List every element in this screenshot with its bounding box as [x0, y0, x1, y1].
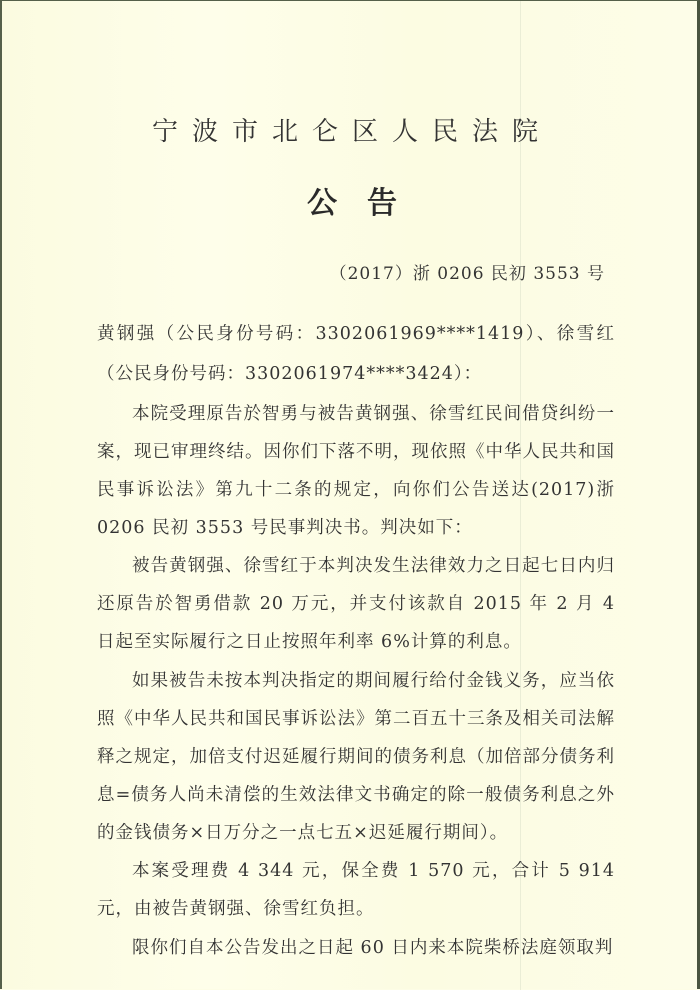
- case-number: （2017）浙 0206 民初 3553 号: [329, 264, 605, 284]
- addressee-block: [97, 314, 615, 394]
- paragraph-case-acceptance: [97, 395, 615, 547]
- addressee-text: 黄钢强（公民身份号码：3302061969****1419）、徐雪红（公民身份号码：3302061974****3424）：: [97, 324, 615, 384]
- court-name-heading: 宁波市北仑区人民法院: [151, 117, 552, 147]
- document-title: 公告: [307, 186, 427, 221]
- paragraph-text: 本院受理原告於智勇与被告黄钢强、徐雪红民间借贷纠纷一案，现已审理终结。因你们下落不明，现依照《中华人民共和国民事诉讼法》第九十二条的规定，向你们公告送达(2017)浙 0206 民初 3553 号民事判决书。判决如下：: [97, 404, 615, 538]
- paragraph-court-fees: [97, 852, 615, 928]
- paragraph-late-performance: [97, 662, 615, 852]
- paragraph-text: 如果被告未按本判决指定的期间履行给付金钱义务，应当依照《中华人民共和国民事诉讼法》第二百五十三条及相关司法解释之规定，加倍支付迟延履行期间的债务利息（加倍部分债务利息=债务人尚未清偿的生效法律文书确定的除一般债务利息之外的金钱债务×日万分之一点七五×迟延履行期间）。: [97, 671, 615, 843]
- paragraph-judgment: [97, 547, 615, 661]
- paragraph-collection-deadline: [97, 929, 615, 967]
- paragraph-text: 限你们自本公告发出之日起 60 日内来本院柴桥法庭领取判: [132, 938, 614, 958]
- paragraph-text: 本案受理费 4 344 元，保全费 1 570 元，合计 5 914 元，由被告黄钢强、徐雪红负担。: [97, 861, 615, 919]
- paragraph-text: 被告黄钢强、徐雪红于本判决发生法律效力之日起七日内归还原告於智勇借款 20 万元，并支付该款自 2015 年 2 月 4 日起至实际履行之日止按照年利率 6%计算的利息。: [97, 556, 615, 652]
